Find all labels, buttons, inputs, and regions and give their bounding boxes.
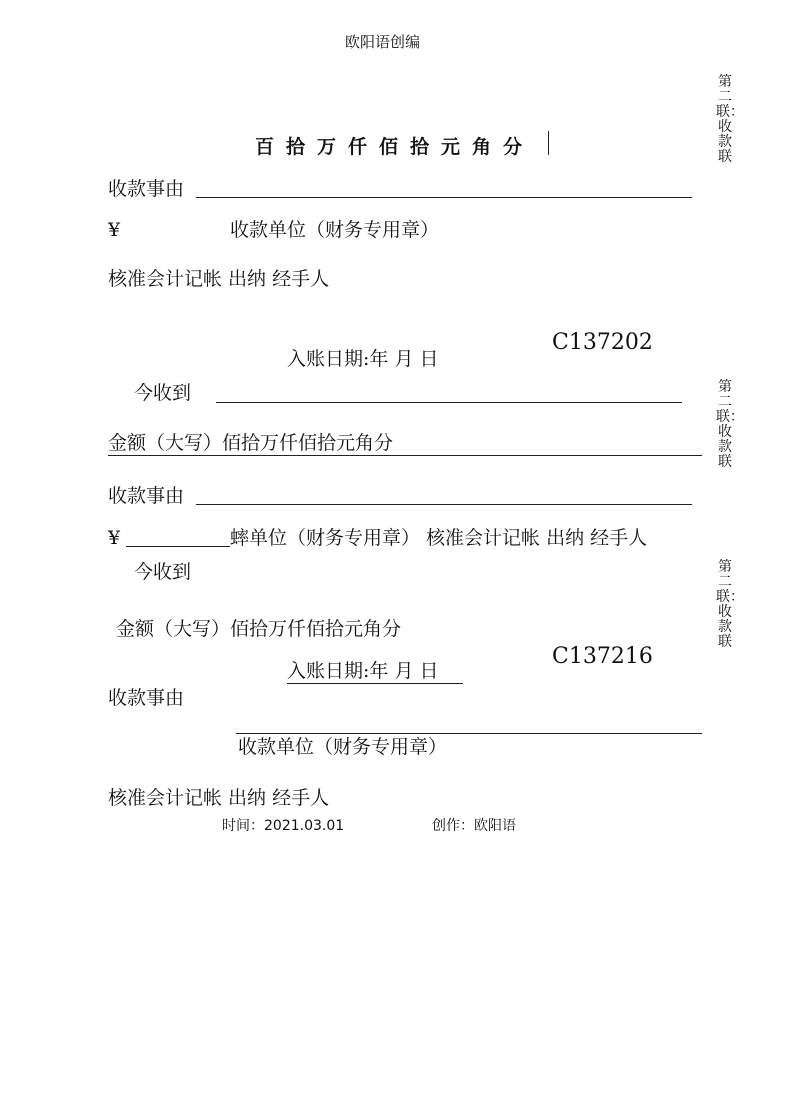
reason-label-2: 收款事由	[108, 485, 185, 507]
receipt-number-3: C137216	[552, 644, 653, 669]
amount-in-words-2: 金额（大写）佰拾万仟佰拾元角分	[108, 432, 394, 454]
reason-line-1	[196, 197, 692, 198]
entry-date-1: 入账日期:年 月 日	[287, 348, 439, 370]
received-from-label-2: 今收到	[134, 382, 192, 404]
signers-row-3: 核准会计记帐 出纳 经手人	[108, 787, 330, 809]
reason-line-2	[196, 504, 692, 505]
entry-date-underline-3	[287, 683, 463, 684]
received-from-line-2	[216, 402, 682, 403]
signers-row-1: 核准会计记帐 出纳 经手人	[108, 268, 330, 290]
amount-line-2	[108, 455, 702, 456]
footer-time: 时间：2021.03.01	[222, 818, 345, 834]
receipt-number-1: C137202	[552, 330, 653, 355]
payee-unit-label-1: 收款单位（财务专用章）	[230, 219, 440, 241]
amount-units-divider	[548, 131, 549, 155]
reason-line-3	[236, 733, 702, 734]
reason-label-1: 收款事由	[108, 178, 185, 200]
payee-unit-label-3: 收款单位（财务专用章）	[238, 736, 448, 758]
entry-date-3: 入账日期:年 月 日	[287, 660, 439, 682]
yuan-symbol-2: ¥	[108, 527, 121, 549]
footer-author: 创作：欧阳语	[432, 818, 516, 834]
document-header-title: 欧阳语创编	[345, 33, 421, 51]
amount-units-row: 百拾万仟佰拾元角分	[255, 136, 535, 158]
reason-label-3: 收款事由	[108, 687, 185, 709]
yuan-symbol-1: ¥	[108, 219, 121, 241]
unit-and-signers-row-2: 蟀单位（财务专用章） 核准会计记帐 出纳 经手人	[230, 527, 648, 549]
yuan-amount-line-2	[126, 546, 230, 547]
side-label-top: 第二联：收款联	[716, 74, 744, 165]
received-from-label-3: 今收到	[134, 561, 192, 583]
amount-in-words-3: 金额（大写）佰拾万仟佰拾元角分	[116, 618, 402, 640]
side-label-bottom: 第二联：收款联	[716, 559, 744, 650]
side-label-middle: 第二联：收款联	[716, 379, 744, 470]
